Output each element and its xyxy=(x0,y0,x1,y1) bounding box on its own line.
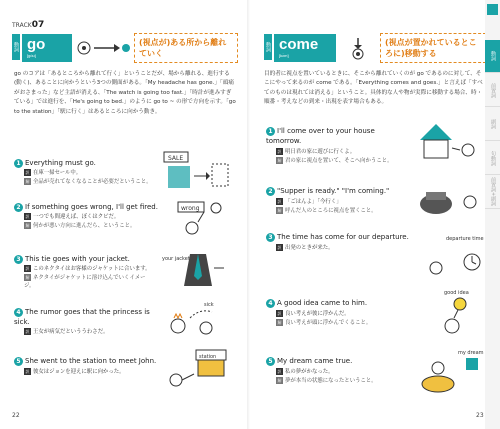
track-label: TRACK07 xyxy=(12,20,45,30)
example-5: 5 She went to the station to meet John. xyxy=(14,356,159,366)
translation-2: 訳 一つでも間違えば、ぼくはクビだ。 xyxy=(25,214,120,220)
headword-right: come xyxy=(279,36,319,53)
translation-r4: 訳 良い考えが彼に浮かんだ。 xyxy=(277,311,350,317)
wrong-label: wrong xyxy=(181,205,200,212)
idea-illustration xyxy=(426,286,484,336)
headword: go xyxy=(27,36,46,53)
example-1: 1 Everything must go. xyxy=(14,158,154,168)
sale-illustration xyxy=(162,150,232,192)
translation-r5: 訳 私の夢がかなった。 xyxy=(277,369,334,375)
note-1: 解 全品が売れてなくなることが必要だということ。 xyxy=(25,179,152,185)
note-3: 解 ネクタイがジャケットに溶け込んでいくイメージ。 xyxy=(24,275,146,289)
headword-box xyxy=(22,34,72,62)
come-motion-icon xyxy=(338,34,378,62)
right-page xyxy=(250,0,500,429)
example-r3: 3 The time has come for our departure. xyxy=(266,232,416,242)
tab-adverb[interactable]: 副詞 xyxy=(485,108,500,141)
translation-r2: 訳 「ごはんよ」「今行く」 xyxy=(277,199,342,205)
station-sign: station xyxy=(199,354,217,360)
example-4: 4 The rumor goes that the princess is sick. xyxy=(14,308,150,326)
tab-preposition[interactable]: 前置詞 xyxy=(485,74,500,107)
example-r4: 4 A good idea came to him. xyxy=(266,298,406,308)
core-meaning: (視点が)ある所から離れていく xyxy=(134,33,238,63)
translation-r3: 訳 出発のときが来た。 xyxy=(277,245,334,251)
pronunciation: [góu] xyxy=(27,53,36,58)
note-r1: 解 君の家に視点を置いて、そこへ向かうこと。 xyxy=(277,158,393,164)
page-number-right: 23 xyxy=(476,412,484,419)
example-2: 2 If something goes wrong, I'll get fired. xyxy=(14,202,159,212)
note-r4: 解 良い考えが頭に浮かんでくること。 xyxy=(277,320,372,326)
note-r5: 解 夢が本当の状態になったということ。 xyxy=(277,378,377,384)
translation-r1: 訳 明日君の家に遊びに行くよ。 xyxy=(277,149,356,155)
core-meaning-right: (視点が置かれているところに)移動する xyxy=(380,33,486,63)
example-r1: 1 I'll come over to your house tomorrow. xyxy=(266,127,375,145)
tab-verb[interactable]: 動詞 xyxy=(485,40,500,73)
sale-sign: SALE xyxy=(168,155,184,162)
example-3: 3 This tie goes with your jacket. xyxy=(14,254,154,264)
dream-illustration xyxy=(414,338,484,398)
note-r2: 解 呼んだ人のところに視点を置くこと。 xyxy=(277,208,377,214)
pronunciation-right: [kʌ́m] xyxy=(279,53,289,58)
translation-5: 訳 彼女はジョンを迎えに駅に向かった。 xyxy=(25,369,125,375)
sick-illustration xyxy=(160,298,234,344)
go-motion-icon xyxy=(74,34,132,62)
core-explanation: go のコアは「あるところから離れて行く」ということだが、場から離れる、進行する(動く)、あることに向かうという3つの側面がある。「My headache has gone.」「頭痛がおさまった」など主語が消える、「The watch is going too fast.」「時計が進みすぎている」では進行を、「He's going to bed.」のように go to ~ の形で方向を示す。「go to the station」「駅に行く」はあるところに向かう動き。 xyxy=(14,71,236,115)
crown-icon xyxy=(487,4,498,15)
sick-label: sick xyxy=(204,302,214,308)
departure-label: departure time xyxy=(446,236,484,242)
jacket-illustration xyxy=(160,246,234,294)
core-explanation-right: 目的者に視点を置いているときに、そこから離れていくのが go であるのに対して、そこにやって来るのが come である。「Everything comes and goes.」と言えば「すべてのものは現れては消える」ということ。具体的な人や物が実際に移動する場合、時・順番・考えなどの到来・出現を表す場合もある。 xyxy=(264,71,483,106)
supper-illustration xyxy=(414,178,484,224)
index-tabs xyxy=(485,0,500,429)
headword-box-right xyxy=(274,34,336,62)
tab-prep-adverb[interactable]: 前置詞+副詞 xyxy=(485,176,500,209)
station-illustration xyxy=(162,346,234,394)
translation-3: 訳 このネクタイはお客様のジャケットに合います。 xyxy=(25,266,151,272)
jacket-label: your jacket xyxy=(162,256,190,262)
translation-4: 訳 王女が病気だといううわさだ。 xyxy=(25,329,109,335)
house-illustration xyxy=(412,118,482,168)
example-r2: 2 "Supper is ready." "I'm coming." xyxy=(266,186,416,196)
note-2: 解 何かが悪い方向に進んだら、ということ。 xyxy=(25,223,136,229)
translation-1: 訳 在庫一掃セール中。 xyxy=(25,170,82,176)
wrong-illustration xyxy=(164,194,234,240)
example-r5: 5 My dream came true. xyxy=(266,356,406,366)
tab-phrasal-verb[interactable]: 句動詞 xyxy=(485,142,500,175)
idea-label: good idea xyxy=(444,290,469,296)
dream-label: my dream xyxy=(458,350,484,356)
verb-tag-right: 動詞 xyxy=(264,34,272,60)
verb-tag: 動詞 xyxy=(12,34,20,60)
departure-illustration xyxy=(414,232,484,282)
page-number-left: 22 xyxy=(12,412,20,419)
